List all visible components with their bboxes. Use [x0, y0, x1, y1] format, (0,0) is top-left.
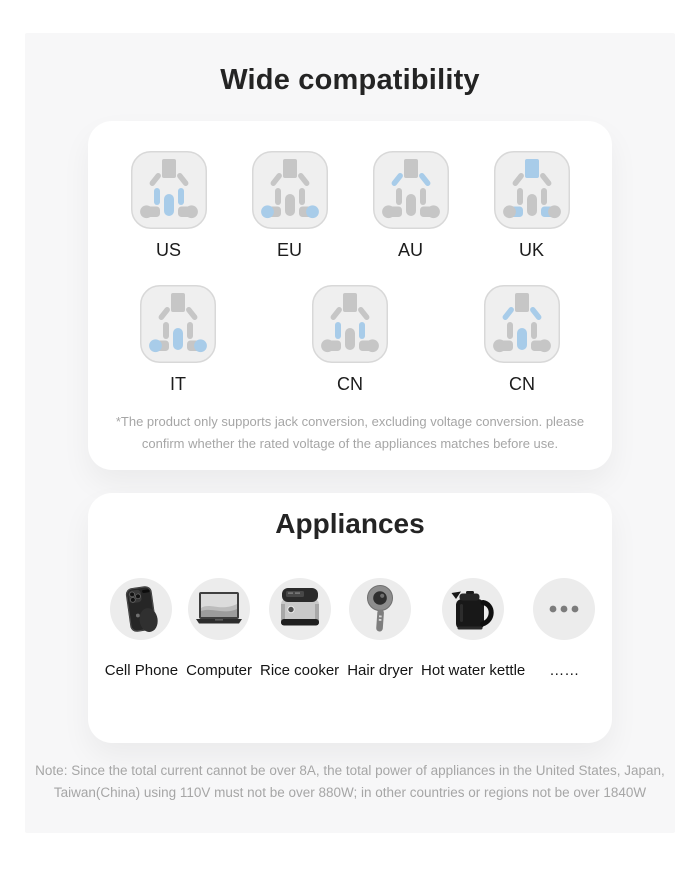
appliance-circle: [533, 578, 595, 640]
appliances-row: [88, 578, 612, 679]
plug-label: IT: [170, 374, 186, 394]
plug-socket-icon: [494, 151, 570, 229]
appliance-item: [347, 578, 413, 679]
appliances-title: Appliances: [275, 508, 425, 539]
plug-socket-glyph: [484, 285, 560, 363]
footer-note-line-1: Note: Since the total current cannot be over 8A, the total power of appliances in the United States, Japan,: [35, 763, 665, 778]
appliance-circle: [269, 578, 331, 640]
appliance-item: [105, 578, 178, 679]
plug-type-eu: [252, 151, 328, 261]
plug-label: UK: [518, 240, 544, 260]
plug-socket-glyph: [140, 285, 216, 363]
appliance-circle: [442, 578, 504, 640]
plug-socket-icon: [252, 151, 328, 229]
appliance-label: Cell Phone: [104, 662, 179, 679]
plug-socket-icon: [312, 285, 388, 363]
rice-cooker-icon: [269, 578, 331, 640]
kettle-icon: [442, 578, 504, 640]
compatibility-note: [106, 411, 594, 455]
plug-label: AU: [397, 240, 423, 260]
appliance-item: [421, 578, 525, 679]
appliance-label: Hair dryer: [347, 662, 414, 679]
appliance-label: ……: [549, 662, 580, 679]
cell-phone-icon: [110, 578, 172, 640]
appliance-circle: [188, 578, 250, 640]
plug-label: CN: [509, 374, 535, 394]
plug-socket-glyph: [373, 151, 449, 229]
plug-label: CN: [337, 374, 363, 394]
plug-label: US: [155, 240, 181, 260]
plug-row-bottom: [88, 285, 612, 395]
compatibility-note-line-1: *The product only supports jack conversion, excluding voltage conversion. please: [115, 414, 585, 429]
compatibility-note-line-2: confirm whether the rated voltage of the appliances matches before use.: [141, 436, 559, 451]
appliances-card: [88, 493, 612, 743]
compatibility-card: [88, 121, 612, 470]
appliance-circle: [110, 578, 172, 640]
hair-dryer-icon: [349, 578, 411, 640]
compatibility-title: Wide compatibility: [220, 64, 480, 96]
plug-type-cn: [484, 285, 560, 395]
appliance-circle: [349, 578, 411, 640]
footer-note: [25, 760, 675, 804]
background-panel: [25, 33, 675, 833]
plug-socket-glyph: [312, 285, 388, 363]
appliance-item: [186, 578, 252, 679]
plug-socket-glyph: [131, 151, 207, 229]
appliance-label: Hot water kettle: [421, 662, 526, 679]
plug-type-it: [140, 285, 216, 395]
appliance-item: [533, 578, 595, 679]
plug-socket-icon: [140, 285, 216, 363]
plug-type-cn: [312, 285, 388, 395]
plug-socket-glyph: [252, 151, 328, 229]
plug-label: EU: [276, 240, 302, 260]
plug-socket-glyph: [494, 151, 570, 229]
plug-type-au: [373, 151, 449, 261]
footer-note-line-2: Taiwan(China) using 110V must not be over 880W; in other countries or regions not be over 1840W: [53, 785, 647, 800]
plug-socket-icon: [484, 285, 560, 363]
plug-row-top: [88, 151, 612, 261]
plug-socket-icon: [373, 151, 449, 229]
appliance-label: Rice cooker: [259, 662, 340, 679]
plug-socket-icon: [131, 151, 207, 229]
plug-type-us: [131, 151, 207, 261]
appliance-item: [260, 578, 339, 679]
appliance-label: Computer: [186, 662, 252, 679]
computer-icon: [188, 578, 250, 640]
ellipsis-icon: [533, 578, 595, 640]
plug-type-uk: [494, 151, 570, 261]
